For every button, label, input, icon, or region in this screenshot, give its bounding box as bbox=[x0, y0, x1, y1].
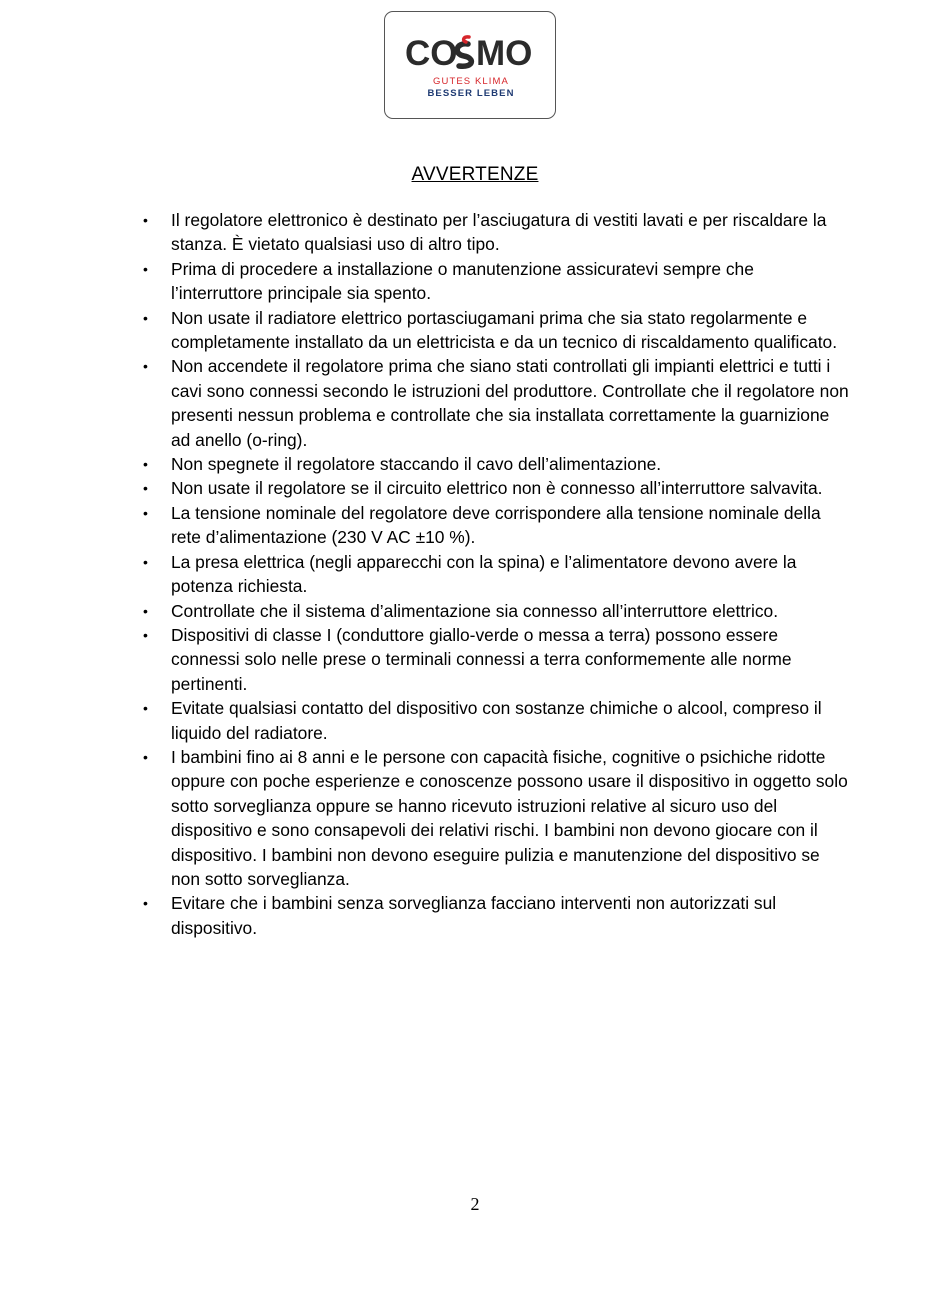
warning-item bbox=[140, 745, 850, 891]
warning-item bbox=[140, 354, 850, 452]
logo-tagline-2: BESSER LEBEN bbox=[427, 88, 515, 99]
warning-text: La presa elettrica (negli apparecchi con la spina) e l’alimentatore devono avere la potenza richiesta. bbox=[171, 551, 797, 597]
warning-text: Prima di procedere a installazione o manutenzione assicuratevi sempre che l’interruttore principale sia spento. bbox=[171, 258, 754, 304]
logo-brand-left: CO bbox=[405, 34, 458, 73]
warning-item bbox=[140, 501, 850, 550]
cosmo-logo-graphic bbox=[385, 12, 557, 120]
warning-text: Non usate il radiatore elettrico portasciugamani prima che sia stato regolarmente e completamente installato da un elettricista e da un tecnico di riscaldamento qualificato. bbox=[171, 307, 838, 353]
warning-text: Dispositivi di classe I (conduttore giallo-verde o messa a terra) possono essere connessi solo nelle prese o terminali connessi a terra conformemente alle norme pertinenti. bbox=[171, 624, 792, 694]
bullet-icon: • bbox=[143, 358, 148, 375]
logo-flame-accent bbox=[464, 37, 469, 42]
warning-text: Evitate qualsiasi contatto del dispositivo con sostanze chimiche o alcool, compreso il liquido del radiatore. bbox=[171, 698, 822, 743]
warning-text: Controllate che il sistema d’alimentazione sia connesso all’interruttore elettrico. bbox=[171, 600, 779, 621]
warning-item bbox=[140, 891, 850, 940]
bullet-icon: • bbox=[143, 602, 148, 619]
warnings-list bbox=[140, 208, 850, 940]
page-number: 2 bbox=[470, 1194, 480, 1214]
bullet-icon: • bbox=[143, 480, 148, 497]
warning-text: Non accendete il regolatore prima che siano stati controllati gli impianti elettrici e tutti i cavi sono connessi secondo le istruzioni del produttore. Controllate che il regolatore non presenti nessun problema e controllate che sia installata correttamente la guarnizione ad anello (o-ring). bbox=[171, 356, 849, 450]
warning-text: Evitare che i bambini senza sorveglianza facciano interventi non autorizzati sul dispositivo. bbox=[171, 893, 777, 938]
brand-logo bbox=[384, 11, 556, 119]
warning-text: I bambini fino ai 8 anni e le persone con capacità fisiche, cognitive o psichiche ridotte oppure con poche esperienze e conoscenze possono usare il dispositivo in oggetto solo sotto sorveglianza oppure se hanno ricevuto istruzioni relative al sicuro uso del dispositivo e sono consapevoli dei relativi rischi. I bambini non devono giocare con il dispositivo. I bambini non devono eseguire pulizia e manutenzione del dispositivo se non sotto sorveglianza. bbox=[171, 746, 848, 889]
bullet-icon: • bbox=[143, 895, 148, 912]
warning-item bbox=[140, 696, 850, 745]
warning-item bbox=[140, 599, 850, 623]
bullet-icon: • bbox=[143, 309, 148, 326]
warning-item bbox=[140, 257, 850, 306]
bullet-icon: • bbox=[143, 748, 148, 765]
warning-item bbox=[140, 208, 850, 257]
warning-item bbox=[140, 306, 850, 355]
warning-text: Non spegnete il regolatore staccando il cavo dell’alimentazione. bbox=[171, 454, 662, 475]
bullet-icon: • bbox=[143, 553, 148, 570]
warning-item bbox=[140, 476, 850, 500]
bullet-icon: • bbox=[143, 700, 148, 717]
warning-text: Il regolatore elettronico è destinato per l’asciugatura di vestiti lavati e per riscaldare la stanza. È vietato qualsiasi uso di altro tipo. bbox=[171, 210, 827, 255]
warning-text: Non usate il regolatore se il circuito elettrico non è connesso all’interruttore salvavita. bbox=[171, 478, 823, 499]
logo-brand-right: MO bbox=[476, 34, 533, 73]
page-title: AVVERTENZE bbox=[411, 164, 539, 185]
warning-item bbox=[140, 452, 850, 476]
logo-s-swoosh bbox=[457, 44, 471, 66]
logo-tagline-1: GUTES KLIMA bbox=[433, 76, 509, 87]
warning-item bbox=[140, 623, 850, 696]
bullet-icon: • bbox=[143, 504, 148, 521]
bullet-icon: • bbox=[143, 626, 148, 643]
bullet-icon: • bbox=[143, 260, 148, 277]
bullet-icon: • bbox=[143, 212, 148, 228]
warning-item bbox=[140, 550, 850, 599]
warning-text: La tensione nominale del regolatore deve corrispondere alla tensione nominale della rete d’alimentazione (230 V AC ±10 %). bbox=[171, 502, 821, 548]
bullet-icon: • bbox=[143, 456, 148, 473]
